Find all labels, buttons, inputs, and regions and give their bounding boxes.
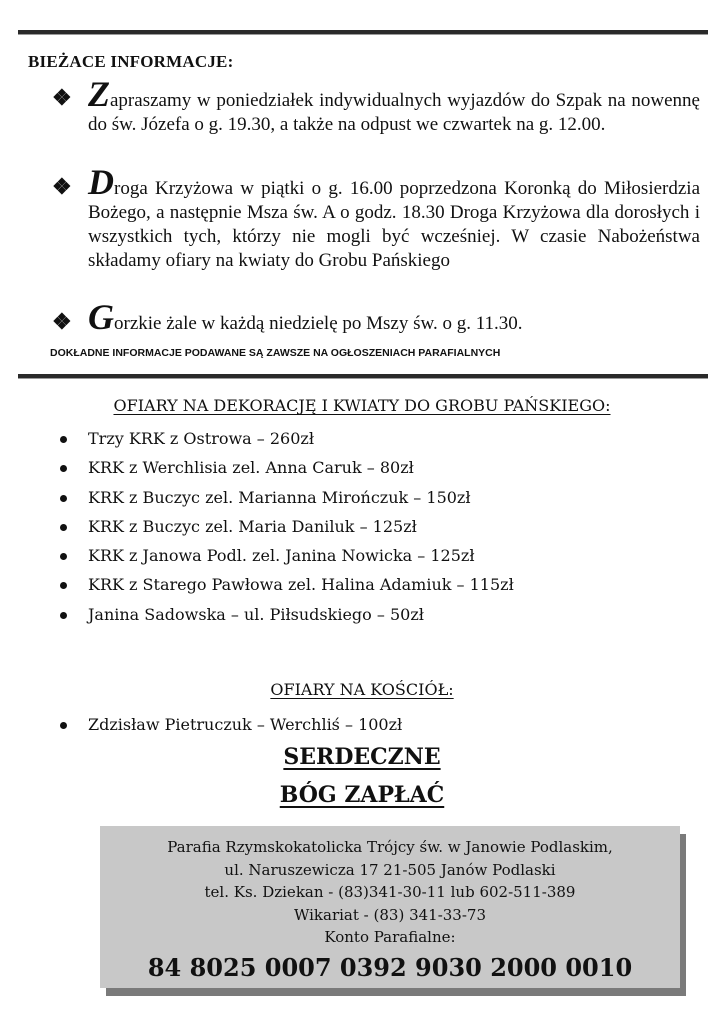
- announcement-lead-letter: D: [88, 162, 114, 202]
- list-item: KRK z Werchlisia zel. Anna Caruk – 80zł: [60, 453, 514, 482]
- list-item: KRK z Janowa Podl. zel. Janina Nowicka – 125zł: [60, 541, 514, 570]
- middle-divider: [18, 374, 708, 379]
- announcement-text: apraszamy w poniedziałek indywidualnych wyjazdów do Szpak na nowennę do św. Józefa o g. 19.30, a także na odpust we czwartek na g. 12.00.: [88, 90, 700, 135]
- list-item: KRK z Buczyc zel. Maria Daniluk – 125zł: [60, 512, 514, 541]
- parish-notice-note: DOKŁADNE INFORMACJE PODAWANE SĄ ZAWSZE NA OGŁOSZENIACH PARAFIALNYCH: [50, 347, 501, 359]
- bank-account-number: 84 8025 0007 0392 9030 2000 0010: [147, 952, 633, 982]
- parish-address: ul. Naruszewicza 17 21-505 Janów Podlaski: [224, 860, 556, 879]
- announcement-lead-letter: G: [88, 297, 114, 337]
- announcement-2: [88, 162, 700, 273]
- parish-name: Parafia Rzymskokatolicka Trójcy św. w Janowie Podlaskim,: [167, 838, 613, 856]
- list-item: KRK z Buczyc zel. Marianna Mirończuk – 150zł: [60, 483, 514, 512]
- list-item: KRK z Starego Pawłowa zel. Halina Adamiuk – 115zł: [60, 570, 514, 599]
- list-item: Janina Sadowska – ul. Piłsudskiego – 50zł: [60, 600, 514, 629]
- announcement-text: roga Krzyżowa w piątki o g. 16.00 poprzedzona Koronką do Miłosierdzia Bożego, a następnie Msza św. A o godz. 18.30 Droga Krzyżowa dla dorosłych i wszystkich tych, którzy nie mogli być wcześniej. W czasie Nabożeństwa składamy ofiary na kwiaty do Grobu Pańskiego: [88, 178, 700, 271]
- announcement-text: orzkie żale w każdą niedzielę po Mszy św. o g. 11.30.: [114, 313, 523, 334]
- offerings-list-church: [60, 710, 402, 739]
- announcement-lead-letter: Z: [88, 74, 110, 114]
- diamond-bullet-icon: ❖: [52, 309, 72, 334]
- offerings-list-decorations: [60, 424, 514, 629]
- diamond-bullet-icon: ❖: [52, 85, 72, 110]
- thanks-line-2: BÓG ZAPŁAĆ: [279, 782, 445, 808]
- announcement-3: [88, 297, 700, 337]
- list-item: Zdzisław Pietruczuk – Werchliś – 100zł: [60, 710, 402, 739]
- list-item: Trzy KRK z Ostrowa – 260zł: [60, 424, 514, 453]
- parish-contact-box: [100, 826, 680, 988]
- page-heading: BIEŻACE INFORMACJE:: [28, 52, 234, 71]
- section-title-church: OFIARY NA KOŚCIÓŁ:: [270, 680, 454, 699]
- thanks-line-1: SERDECZNE: [283, 744, 441, 770]
- parish-phone-dean: tel. Ks. Dziekan - (83)341-30-11 lub 602-511-389: [204, 883, 576, 901]
- parish-phone-vicariate: Wikariat - (83) 341-33-73: [293, 905, 487, 924]
- diamond-bullet-icon: ❖: [52, 174, 72, 199]
- top-divider: [18, 30, 708, 35]
- announcement-1: [88, 74, 700, 137]
- account-label: Konto Parafialne:: [324, 928, 456, 946]
- section-title-decorations: OFIARY NA DEKORACJĘ I KWIATY DO GROBU PAŃSKIEGO:: [113, 396, 611, 415]
